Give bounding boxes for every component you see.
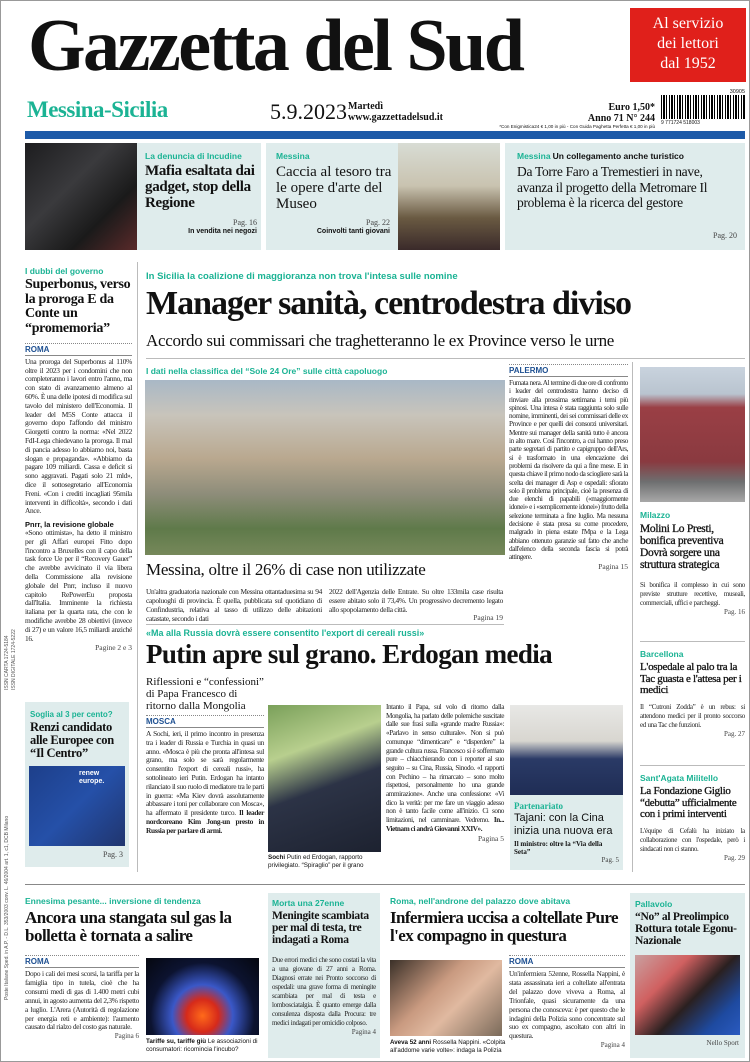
article-body: Un'infermiera 52enne, Rossella Nappini, è stata assassinata ieri a coltellate all'entrata del palazzo dove viveva a Roma, al Trionfale, quasi sicuramente da una persona che conosceva: è per questo che le indagini della Polizia sono concentrate sul suo ex compagno, ascoltato con altri in questura. — [509, 969, 625, 1041]
teaser-title: Mafia esaltata dai gadget, stop della Regione — [145, 163, 255, 211]
article-body: Si bonifica il complesso in cui sono previste strutture recettive, museali, commerciali, uffici e parcheggi. — [640, 581, 745, 608]
barcode — [661, 91, 745, 127]
messina-body: Un'altra graduatoria nazionale con Messina ottantaduesima su 94 capoluoghi di provincia. È quella, pubblicata sul quotidiano di Confindustria, relativa al tasso di utilizzo delle abitazioni catastate, secondo i dati — [146, 587, 322, 623]
issn-print: ISSN CARTA 1724-5184 — [4, 635, 10, 690]
messina-title[interactable]: Messina, oltre il 26% di case non utilizzate — [146, 560, 426, 579]
article-milazzo[interactable] — [640, 510, 745, 616]
photo-caption — [390, 1039, 506, 1055]
price-info — [500, 102, 655, 124]
renzi-photo — [29, 766, 125, 846]
slogan-line: dal 1952 — [660, 55, 716, 72]
teaser-kicker: Messina — [276, 151, 310, 161]
body-text: Intanto il Papa, sul volo di ritorno dalla Mongolia, ha parlato delle polemiche suscitate dalle sue frasi sulla «grande madre Russia»: «Parlavo in senso culturale». Non si può comunque “dimenticare” e “disperdere” la grande cultura russa. Francesco si è soffermato pure – chiacchierando con i reporter al suo seguito – su Cina, Russia, Sinodo. «I rapporti con Pechino – ha rimarcato – sono molto rispettosi, personalmente ho una grande ammirazione». Anche una confessione: «Vi dico la verità: per me fare un viaggio adesso non è tanto facile come all'inizio. Ci sono limitazioni, nel camminare. Vedremo. — [386, 703, 504, 825]
article-location: ROMA — [25, 955, 139, 968]
tajani-photo — [510, 705, 623, 795]
article-renzi[interactable] — [25, 702, 129, 867]
article-body: Fumata nera. Al termine di due ore di confronto i leader del centrodestra hanno deciso di rinviare alla prossima settimana i temi più spinosi. Una intesa è stata raggiunta solo sulle nomine, imminenti, dei sei commissari delle ex Province e per quelli dei consorzi universitari. Mentre sui manager della sanità tutto è ancora in alto mare. Così l'incontro, a cui hanno preso parte segretari di partito e capigruppo dell'Ars, si è trasformato in una elencazione dei problemi da risolvere da qui a fine mese. E in questa chiave il primo nodo da sciogliere sarà la scelta dei manager di Asp e ospedali: sfiorato solo il problema principale, cioè la presenza di due elenchi di papabili («maggiormente idonei» e i «semplicemente idonei») frutto della selezione terminata a fine luglio. Ma nessuna decisione è stata presa su come procedere, malgrado in piena estate l'Mpa e la Lega abbiano ottenuto garanzie sul fatto che anche dall'elenco della seconda fascia si potrà attingere. — [509, 379, 628, 562]
supplement-note: *Con Enigmistica24 € 1,00 in più - Con Guida Paghetta Perfetta € 1,00 in più — [499, 124, 655, 129]
caption-bold: Tariffe su, tariffe giù — [146, 1038, 207, 1045]
article-page: Pag. 29 — [724, 853, 745, 862]
article-location: ROMA — [509, 955, 625, 968]
slogan-box — [630, 8, 746, 82]
article-page: Pagina 15 — [598, 561, 628, 571]
article-kicker: Barcellona — [640, 649, 684, 659]
putin-title[interactable]: Putin apre sul grano. Erdogan media — [146, 639, 553, 669]
article-body: Dopo i cali dei mesi scorsi, la tariffa per la famiglia tipo in tutela, cioè che ha consumi medi di gas di 1.400 metri cubi annui, in agosto aumenta del 2,3% rispetto a luglio. L'Arera (Autorità di regolazione per energia reti e ambiente): l'aumento causato dal rialzo del costo gas naturale. — [25, 969, 139, 1032]
blue-bar — [25, 131, 745, 139]
article-kicker: Milazzo — [640, 510, 671, 520]
teaser-title: Caccia al tesoro tra le opere d'arte del Museo — [276, 164, 392, 212]
article-body: Una proroga del Superbonus al 110% oltre il 2023 per i condomini che non completeranno i lavori entro l'anno, ma con stato di avanzamento almeno al 60%. È una delle ipotesi di modifica sul tavolo del ministero dell'Economia. Il leader del M5S Conte attacca il governo dopo l'affondo del ministro Giorgetti contro la norma: «Nel 2022 FdI-Lega chiedevano la proroga. Il mal di pancia adesso lo abbiamo noi, basta slogan e propaganda». «Abbiamo da pagare 109 miliardi. Cassa e deficit si sono aggravati. Pagati solo 21 mld», dice il sottosegretario all'Economia Freni. «Con i crediti incagliati 95mila interventi in difficoltà», secondo i dati Ance. — [25, 356, 132, 516]
article-title: Renzi candidato alle Europee con “Il Centro” — [30, 720, 114, 761]
body-bold: In... Vietnam ci andrà Giovanni XXIV». — [386, 816, 504, 833]
article-kicker: Sant'Agata Militello — [640, 773, 719, 783]
article-barcellona[interactable] — [640, 649, 745, 738]
date-info — [348, 101, 443, 123]
side-title: Riflessioni e “confessioni” di Papa Francesco di ritorno dalla Mongolia — [146, 676, 264, 712]
article-page: Pagina 4 — [351, 1028, 376, 1037]
article-location: PALERMO — [509, 364, 628, 377]
article-body: Il “Cutroni Zodda” è un rebus: si attendono medici per il pronto soccorso ed una Tac che funzioni. — [640, 702, 745, 729]
divider — [640, 765, 745, 766]
article-page: Pagina 5 — [477, 833, 504, 843]
body-bold: Il leader nordcoreano Kim Jong-un presto in Russia per parlare di armi. — [146, 808, 265, 835]
divider — [146, 624, 504, 625]
article-infermiera[interactable] — [390, 896, 628, 945]
article-title: La Fondazione Giglio “debutta” ufficialmente con i primi interventi — [640, 785, 737, 821]
caption-text: Putin ed Erdogan, rapporto privilegiato. “Spiraglio” per il grano — [268, 854, 364, 869]
messina-kicker: I dati nella classifica del “Sole 24 Ore” sulle città capoluogo — [146, 366, 388, 376]
lead-kicker: In Sicilia la coalizione di maggioranza non trova l'intesa sulle nomine — [146, 271, 458, 282]
article-gas[interactable] — [25, 896, 265, 945]
article-sub: Il ministro: oltre la “Via della Seta” — [514, 840, 603, 856]
victim-photo — [390, 960, 502, 1036]
infermiera-body — [509, 955, 625, 1049]
article-title: Tajani: con la Cina inizia una nuova era — [514, 812, 613, 837]
article-body — [386, 703, 504, 834]
caption-bold: Aveva 52 anni — [390, 1039, 432, 1046]
teaser-page: Pag. 20 — [713, 231, 737, 240]
messina-page: Pagina 19 — [473, 613, 503, 622]
teaser-kicker: Messina — [517, 151, 551, 161]
website-link[interactable]: www.gazzettadelsud.it — [348, 112, 443, 123]
article-santagata[interactable] — [640, 773, 745, 862]
article-title: Superbonus, verso la proroga E da Conte un “promemoria” — [25, 277, 131, 337]
photo-caption — [146, 1038, 262, 1054]
article-body: L'équipe di Cefalù ha iniziato la collaborazione con l'ospedale, però i sindacati non ci stanno. — [640, 826, 745, 853]
article-location: MOSCA — [146, 715, 264, 728]
museum-photo — [398, 143, 500, 250]
lead-article[interactable] — [509, 364, 628, 571]
teaser-kicker-row — [517, 151, 684, 161]
gas-flame-photo — [146, 958, 259, 1035]
city-aerial-photo — [145, 380, 505, 555]
slogan-line: Al servizio — [652, 15, 724, 32]
article-body — [146, 730, 264, 836]
divider — [25, 884, 745, 885]
photo-text: renew europe. — [79, 770, 105, 786]
teaser-footer: In vendita nei negozi — [188, 228, 257, 235]
article-kicker: Pallavolo — [635, 899, 673, 909]
article-putin — [146, 676, 264, 836]
teaser-kicker: La denuncia di Incudine — [145, 151, 242, 161]
article-body-2: «Sono ottimista», ha detto il ministro per gli Affari europei Fitto dopo l'incontro a Bruxelles con il capo della task force Ue per il “Recovery Gauer” che avrebbe avvicinato il via libera della Commissione alla revisione globale del Pnrr, incluso il nuovo capitolo RePowerEu proposta dall'Italia. Imminente la richiesta italiana per la quarta rata, che con le modifiche avrebbe 28 obiettivi (invece di 27) e un valore 16,5 miliardi anziché 16. — [25, 528, 132, 643]
divider — [640, 641, 745, 642]
divider — [146, 358, 745, 359]
barcode-number: 9 771724 518003 — [661, 120, 700, 126]
messina-body-2: 2022 dell'Agenzia delle Entrate. Su oltre 133mila case risulta essere abitato solo il 73,4%. Un progressivo decremento legato allo spopolamento della città. — [329, 587, 503, 614]
slogan-line: dei lettori — [657, 35, 719, 52]
teaser-page: Pag. 22 — [366, 218, 390, 227]
article-title: L'ospedale al palo tra la Tac guasta e l'attesa per i medici — [640, 661, 742, 697]
article-papa — [386, 703, 504, 843]
teaser-title: Da Torre Faro a Tremestieri in nave, avanza il progetto della Metromare Il problema è la ricerca del gestore — [517, 164, 708, 210]
article-superbonus[interactable] — [25, 266, 132, 652]
caption-text: Rossella Nappini. «Colpita all'addome varie volte»: indaga la Polizia — [390, 1039, 506, 1054]
teaser-kicker-2: Un collegamento anche turistico — [552, 151, 684, 161]
article-tajani[interactable] — [510, 705, 623, 870]
article-location: ROMA — [25, 343, 132, 356]
column-divider — [137, 262, 138, 872]
issue-date: 5.9.2023 — [270, 99, 347, 124]
molini-photo — [640, 367, 745, 502]
article-title: Molini Lo Presti, bonifica preventiva Dovrà sorgere una struttura strategica — [640, 523, 724, 572]
putin-kicker: «Ma alla Russia dovrà essere consentito l'export di cereali russi» — [146, 628, 425, 638]
article-kicker: Ennesima pesante... inversione di tendenza — [25, 896, 201, 906]
article-pallavolo[interactable] — [630, 893, 745, 1058]
barcode-code: 30905 — [729, 89, 745, 95]
teaser-page: Pag. 16 — [233, 218, 257, 227]
body-text: A Sochi, ieri, il primo incontro in presenza tra i leader di Russia e Turchia in quasi un anno. «Mosca è più che pronta all'intesa sul grano, ma solo se sarà regolarmente consentito l'export di cereali russi», ha sottolineato ieri Putin. Erdogan ha intanto rilanciato il suo ruolo di mediatore tra le parti in guerra: «Ma Kiev dovrà assolutamente abbassare i toni per collaborare con Mosca», ha affermato il presidente turco. — [146, 729, 264, 818]
article-page: Pagina 6 — [114, 1032, 139, 1041]
article-page: Pag. 3 — [103, 850, 123, 860]
article-kicker: Roma, nell'androne del palazzo dove abitava — [390, 896, 571, 906]
article-page: Pag. 27 — [724, 729, 745, 738]
price: Euro 1,50* — [608, 102, 655, 113]
article-title: “No” al Preolimpico Rottura totale Egonu-Nazionale — [635, 911, 737, 948]
article-title: Meningite scambiata per mal di testa, tre indagati a Roma — [272, 910, 369, 947]
photo-caption — [268, 854, 382, 870]
teaser-metromare[interactable] — [505, 143, 745, 250]
caption-bold: Sochi — [268, 854, 286, 861]
article-title: Infermiera uccisa a coltellate Pure l'ex compagno in questura — [390, 908, 618, 945]
article-page: Pag. 16 — [724, 608, 745, 617]
barcode-bars — [661, 95, 745, 119]
egonu-photo — [635, 955, 740, 1035]
lead-subtitle: Accordo sui commissari che traghetteranno le ex Province verso le urne — [146, 331, 615, 350]
gadget-photo — [25, 143, 137, 250]
article-kicker: Morta una 27enne — [272, 898, 345, 908]
putin-erdogan-photo — [268, 705, 381, 852]
article-page: Pag. 5 — [601, 856, 619, 864]
article-kicker: I dubbi del governo — [25, 266, 104, 276]
teaser-footer: Coinvolti tanti giovani — [316, 228, 390, 235]
article-page: Pagina 4 — [600, 1041, 625, 1050]
article-page: Nello Sport — [706, 1039, 739, 1048]
issue-number: Anno 71 N° 244 — [587, 113, 655, 124]
teaser-museo[interactable] — [266, 143, 500, 250]
column-divider — [632, 362, 633, 872]
teaser-mafia[interactable] — [25, 143, 261, 250]
article-subhead: Pnrr, la revisione globale — [25, 520, 114, 530]
article-kicker: Soglia al 3 per cento? — [30, 710, 113, 719]
gas-body — [25, 955, 139, 1040]
lead-title[interactable]: Manager sanità, centrodestra diviso — [146, 285, 632, 322]
edition-label: Messina-Sicilia — [27, 97, 168, 122]
article-title: Ancora una stangata sul gas la bolletta è tornata a salire — [25, 908, 232, 945]
article-meningite[interactable] — [268, 893, 380, 1058]
masthead-logo: Gazzetta del Sud — [28, 5, 523, 87]
issn-digital: ISSN DIGITALE 1724-5222 — [11, 629, 17, 690]
article-kicker: Partenariato — [514, 801, 563, 811]
legal-text: Poste Italiane Sped. in A.P. - D.L. 353/2003 conv. L. 46/2004 art. 1, c1, DCB Milano — [4, 815, 10, 1000]
caption-text: Le associazioni di consumatori: ricomincia l'incubo? — [146, 1038, 258, 1053]
article-body: Due errori medici che sono costati la vita a una giovane di 27 anni a Roma. Diagnosi errate nei Pronto soccorso di ospedali: una grave forma di meningite scambiata per mal di testa e lombosciatalgia. È quanto emerge dalla consulenza disposta dalla Procura: tre medici indagati per omicidio colposo. — [272, 956, 376, 1028]
weekday: Martedì — [348, 101, 383, 112]
article-page: Pagine 2 e 3 — [95, 643, 132, 653]
